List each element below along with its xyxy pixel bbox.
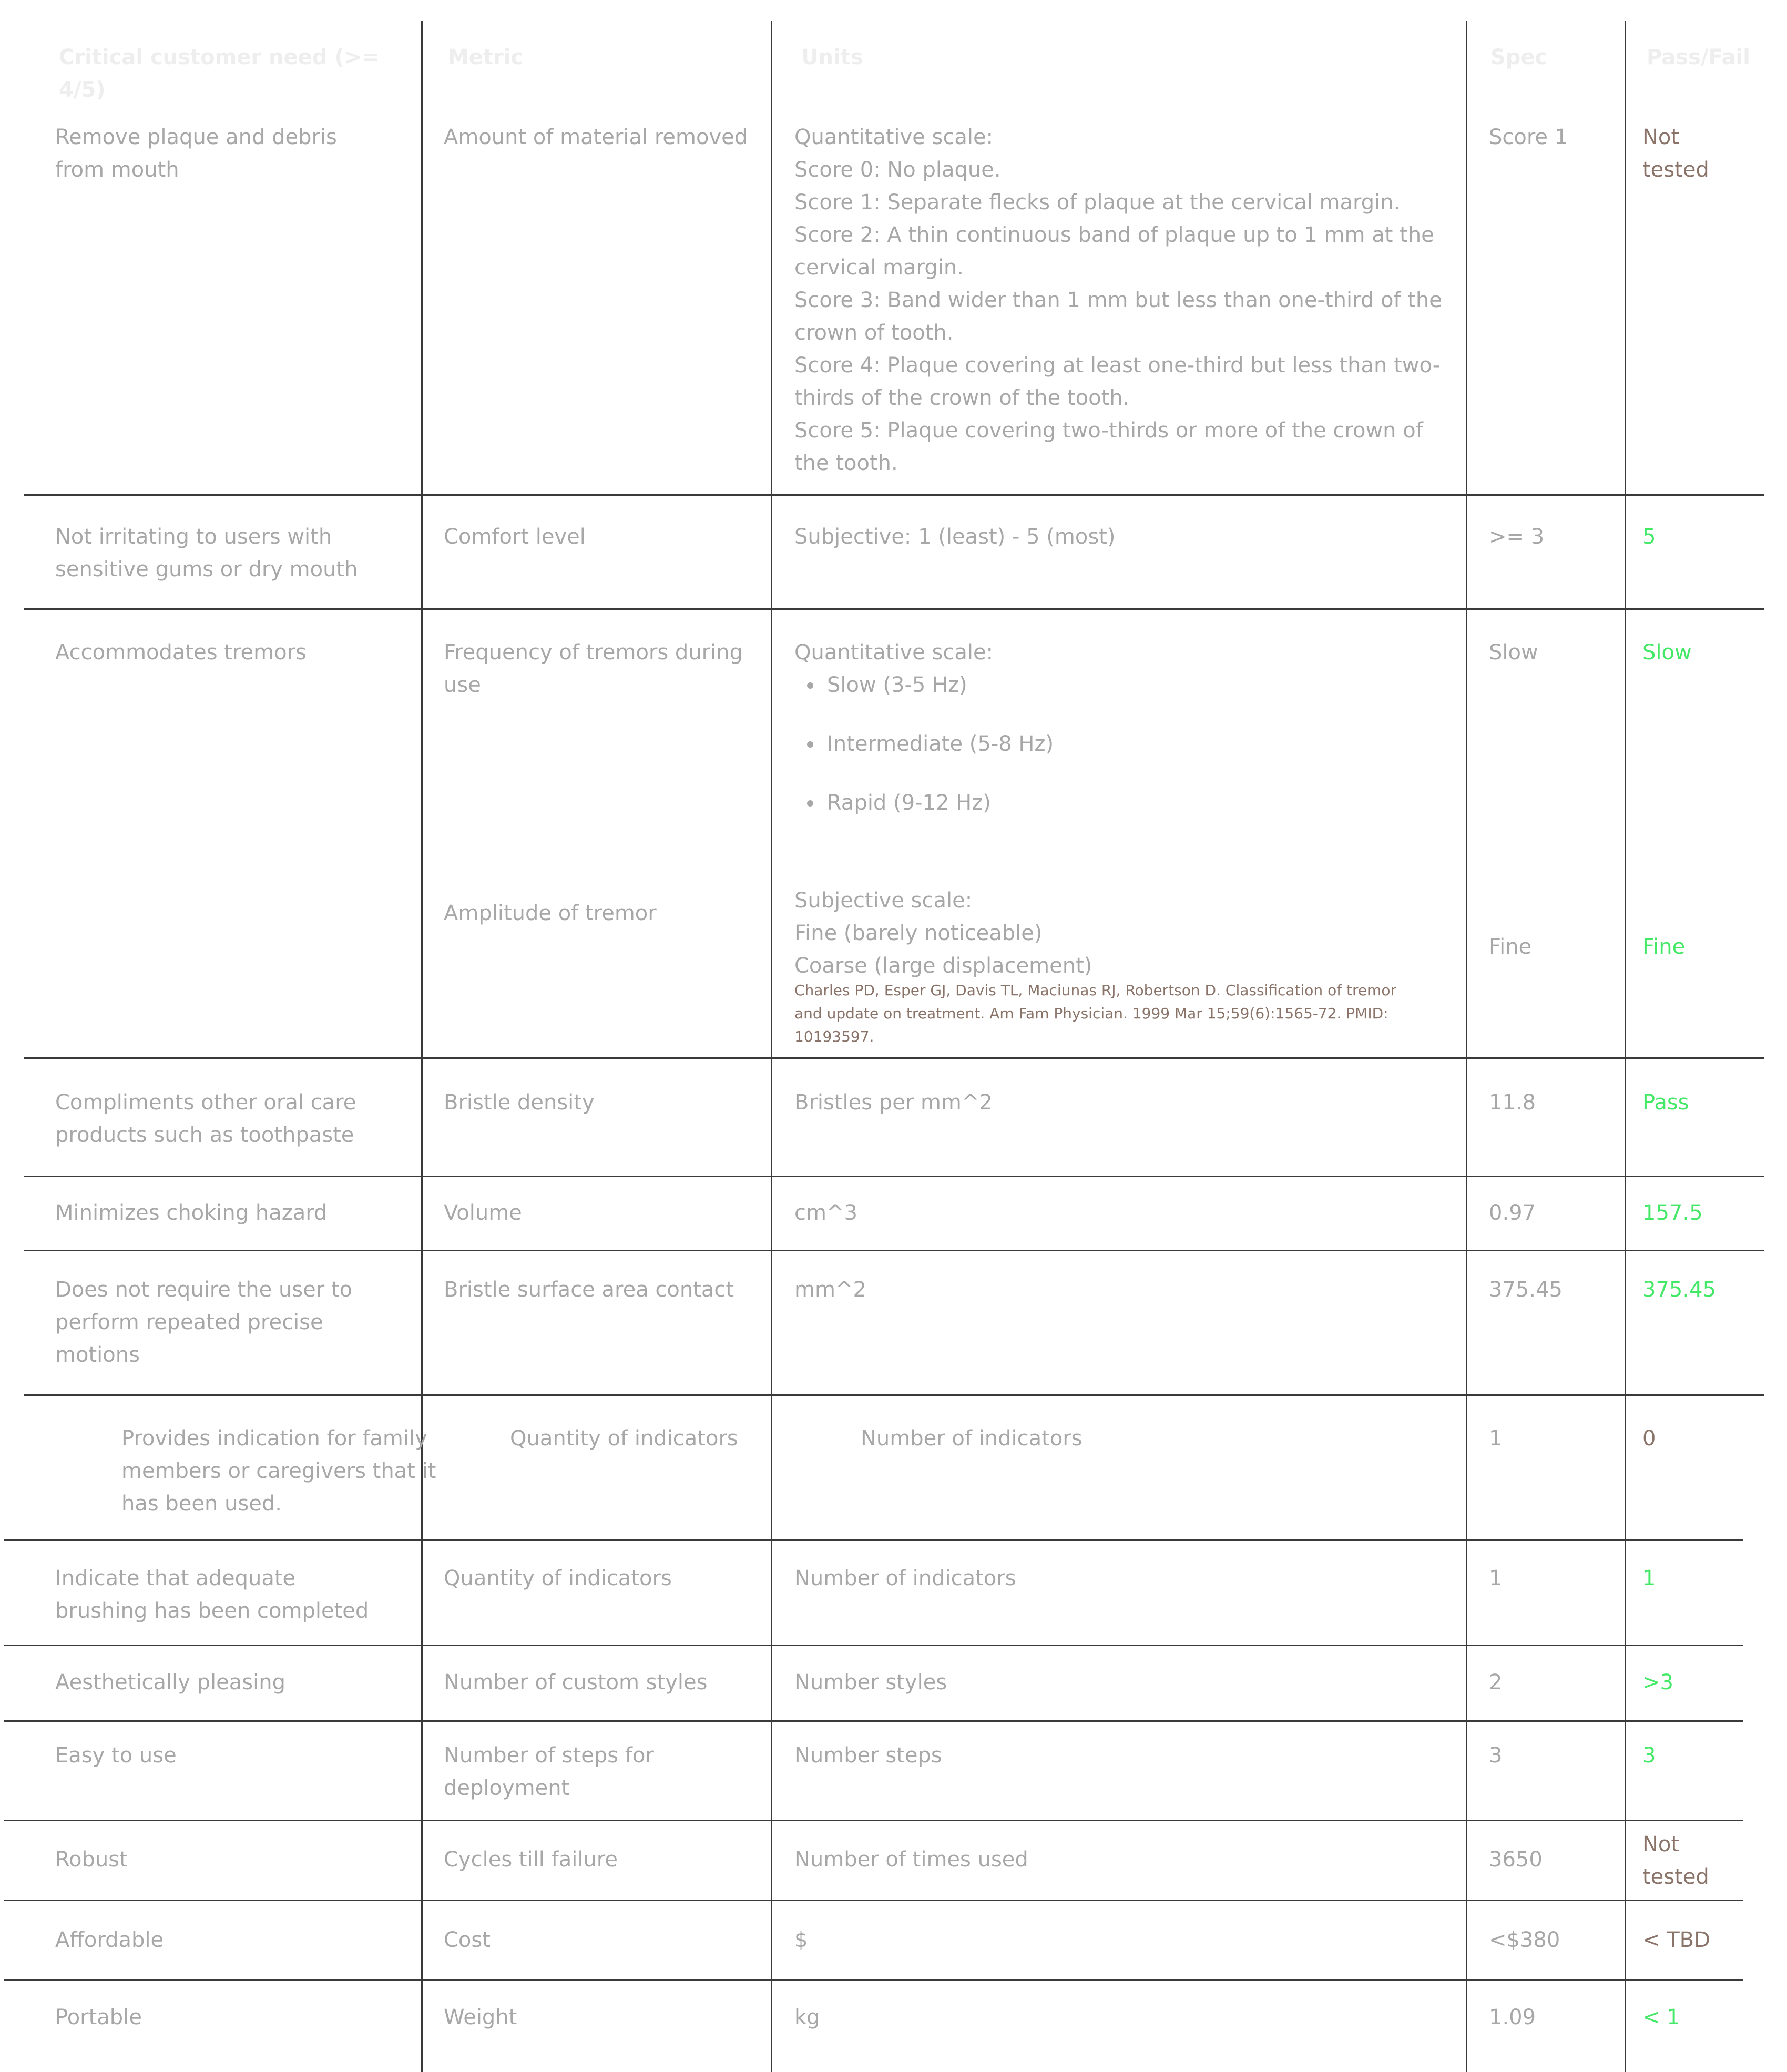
need-cell: Robust	[55, 1848, 128, 1872]
units-cell: $	[794, 1928, 808, 1952]
units-cell: cm^3	[794, 1201, 857, 1225]
column-divider	[1625, 21, 1626, 2072]
units-title: Subjective scale:	[794, 889, 973, 913]
metric-cell: Bristle density	[444, 1090, 595, 1115]
spec-cell: Score 1	[1489, 125, 1568, 149]
metric-cell: Bristle surface area contact	[444, 1278, 734, 1302]
units-cell: Bristles per mm^2	[794, 1090, 993, 1115]
units-line: Score 2: A thin continuous band of plaque up to 1 mm at the cervical margin.	[794, 223, 1434, 280]
units-line: Score 3: Band wider than 1 mm but less than one-third of the crown of tooth.	[794, 288, 1442, 345]
result-cell: Fine	[1642, 935, 1686, 959]
spec-cell: 1	[1489, 1566, 1503, 1590]
need-cell: Aesthetically pleasing	[55, 1670, 285, 1695]
row-divider	[24, 1176, 1764, 1177]
metric-cell: Cycles till failure	[444, 1848, 618, 1872]
row-divider	[4, 1900, 1743, 1901]
units-bullet: Rapid (9-12 Hz)	[794, 787, 1452, 819]
result-cell: >3	[1642, 1670, 1673, 1695]
units-line: Fine (barely noticeable)	[794, 921, 1043, 945]
units-cell: Number styles	[794, 1670, 947, 1695]
metric-cell: Volume	[444, 1201, 522, 1225]
units-cell: Number of indicators	[861, 1426, 1083, 1451]
spec-cell: 2	[1489, 1670, 1503, 1695]
spec-cell: <$380	[1489, 1928, 1560, 1952]
need-cell: Affordable	[55, 1928, 164, 1952]
row-divider	[24, 608, 1764, 610]
metric-cell: Quantity of indicators	[444, 1566, 672, 1590]
metric-cell: Comfort level	[444, 525, 586, 549]
units-cell	[794, 636, 1452, 819]
spec-cell: 1	[1489, 1426, 1503, 1451]
units-cell: kg	[794, 2005, 820, 2029]
row-divider	[24, 494, 1764, 496]
header-spec: Spec	[1490, 45, 1548, 69]
header-units: Units	[801, 45, 863, 69]
column-divider	[421, 21, 423, 2072]
need-cell: Easy to use	[55, 1743, 177, 1768]
units-cell: Number of times used	[794, 1848, 1028, 1872]
need-cell: Not irritating to users with sensitive gums or dry mouth	[55, 525, 358, 581]
row-divider	[4, 1539, 1743, 1541]
row-divider	[24, 1250, 1764, 1251]
row-divider	[4, 1645, 1743, 1646]
result-cell: < TBD	[1642, 1928, 1710, 1952]
result-cell: 3	[1642, 1743, 1656, 1768]
spec-cell: 3650	[1489, 1848, 1543, 1872]
header-need: Critical customer need (>= 4/5)	[59, 45, 380, 102]
need-cell: Accommodates tremors	[55, 640, 307, 665]
result-cell: < 1	[1642, 2005, 1680, 2029]
units-line: Score 5: Plaque covering two-thirds or more of the crown of the tooth.	[794, 419, 1423, 475]
result-cell: Not tested	[1642, 1832, 1709, 1889]
spec-cell: 1.09	[1489, 2005, 1536, 2029]
citation: Charles PD, Esper GJ, Davis TL, Maciunas RJ, Robertson D. Classification of tremor and update on treatment. Am Fam Physician. 1999 Mar 15;59(6):1565-72. PMID: 10193597.	[794, 982, 1396, 1045]
header-result: Pass/Fail	[1647, 45, 1750, 69]
need-cell: Indicate that adequate brushing has been completed	[55, 1566, 369, 1623]
need-cell: Minimizes choking hazard	[55, 1201, 328, 1225]
metric-cell: Cost	[444, 1928, 491, 1952]
spec-cell: >= 3	[1489, 525, 1545, 549]
metric-cell: Amount of material removed	[444, 125, 748, 149]
row-divider	[24, 1057, 1764, 1059]
units-line: Score 1: Separate flecks of plaque at the cervical margin.	[794, 190, 1401, 215]
result-cell: 157.5	[1642, 1201, 1703, 1225]
result-cell: Pass	[1642, 1090, 1689, 1115]
units-line: Coarse (large displacement)	[794, 954, 1092, 978]
metric-cell: Number of steps for deployment	[444, 1743, 654, 1800]
units-cell: Number of indicators	[794, 1566, 1016, 1590]
need-cell: Remove plaque and debris from mouth	[55, 125, 337, 182]
units-title: Quantitative scale:	[794, 640, 994, 665]
need-cell: Does not require the user to perform repeated precise motions	[55, 1278, 353, 1367]
row-divider	[24, 1394, 1764, 1396]
units-cell	[794, 121, 1452, 479]
need-cell: Portable	[55, 2005, 142, 2029]
units-title: Quantitative scale:	[794, 125, 994, 149]
result-cell: Not tested	[1642, 125, 1709, 182]
row-divider	[4, 1979, 1743, 1981]
metric-cell: Amplitude of tremor	[444, 901, 657, 925]
units-bullet: Intermediate (5-8 Hz)	[794, 728, 1452, 760]
column-divider	[1466, 21, 1467, 2072]
units-bullet: Slow (3-5 Hz)	[794, 669, 1452, 701]
column-divider	[771, 21, 772, 2072]
metric-cell: Weight	[444, 2005, 517, 2029]
header-metric: Metric	[448, 45, 524, 69]
units-cell	[794, 884, 1452, 982]
row-divider	[4, 1720, 1743, 1722]
result-cell: 375.45	[1642, 1278, 1716, 1302]
spec-cell: 3	[1489, 1743, 1503, 1768]
metric-cell: Quantity of indicators	[510, 1426, 738, 1451]
spec-cell: 11.8	[1489, 1090, 1536, 1115]
spec-cell: Fine	[1489, 935, 1532, 959]
units-cell: Subjective: 1 (least) - 5 (most)	[794, 525, 1116, 549]
result-cell: 0	[1642, 1426, 1656, 1451]
units-cell: Number steps	[794, 1743, 942, 1768]
row-divider	[4, 1820, 1743, 1821]
spec-cell: Slow	[1489, 640, 1538, 665]
result-cell: 5	[1642, 525, 1656, 549]
need-cell: Compliments other oral care products such as toothpaste	[55, 1090, 356, 1147]
result-cell: Slow	[1642, 640, 1692, 665]
need-cell: Provides indication for family members or caregivers that it has been used.	[121, 1426, 436, 1516]
metric-cell: Frequency of tremors during use	[444, 640, 743, 697]
units-line: Score 0: No plaque.	[794, 158, 1001, 182]
spec-cell: 375.45	[1489, 1278, 1563, 1302]
units-line: Score 4: Plaque covering at least one-third but less than two-thirds of the crown of the tooth.	[794, 353, 1441, 410]
metric-cell: Number of custom styles	[444, 1670, 708, 1695]
result-cell: 1	[1642, 1566, 1656, 1590]
spec-cell: 0.97	[1489, 1201, 1536, 1225]
units-cell: mm^2	[794, 1278, 866, 1302]
